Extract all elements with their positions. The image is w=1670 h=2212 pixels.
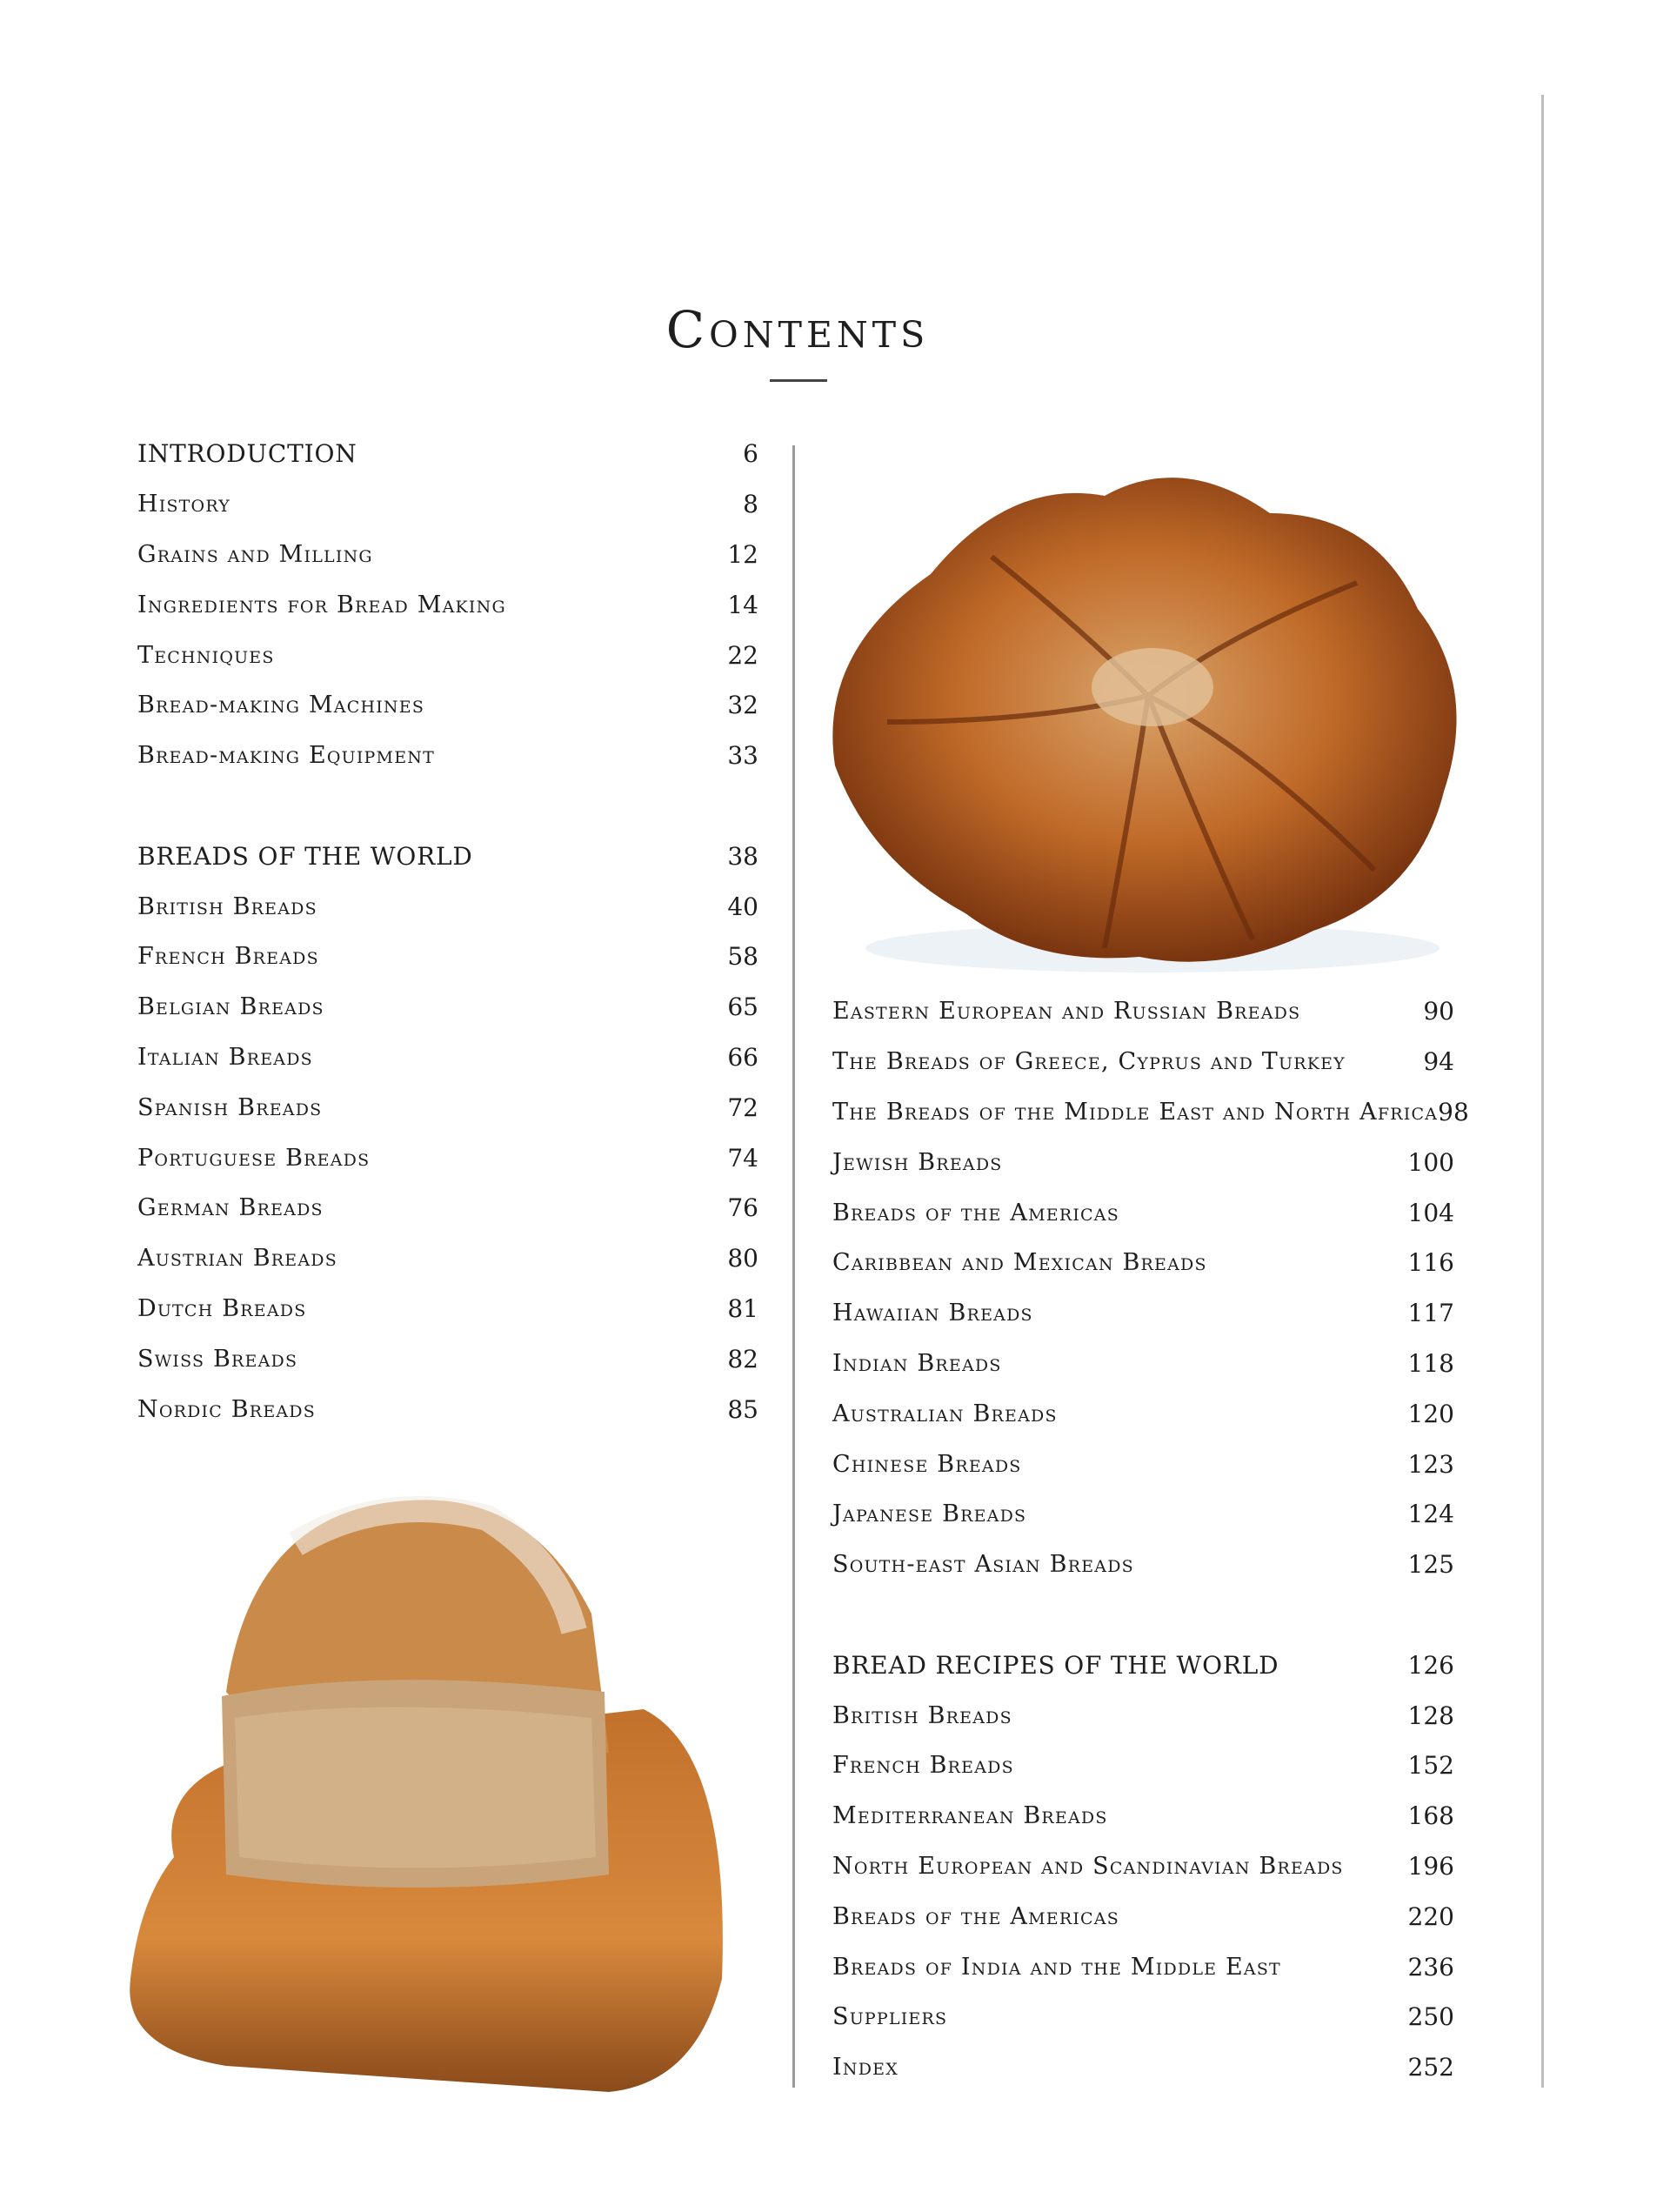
toc-page-number: 22 <box>727 640 758 670</box>
toc-section-heading[interactable] <box>137 831 758 881</box>
toc-page-number: 220 <box>1407 1901 1454 1931</box>
toc-entry[interactable] <box>137 530 758 580</box>
toc-entry-label: British Breads <box>137 892 317 920</box>
toc-entry-label: Indian Breads <box>832 1349 1002 1377</box>
toc-page-number: 76 <box>727 1193 758 1223</box>
toc-entry[interactable] <box>832 1841 1454 1892</box>
toc-entry[interactable] <box>832 1891 1454 1941</box>
toc-entry[interactable] <box>832 1187 1454 1238</box>
toc-entry-label: The Breads of Greece, Cyprus and Turkey <box>832 1048 1346 1076</box>
toc-entry[interactable] <box>137 630 758 680</box>
title-rule <box>770 379 827 382</box>
toc-page-number: 252 <box>1407 2053 1454 2082</box>
toc-page-number: 40 <box>727 892 758 921</box>
toc-entry-label: French Breads <box>137 943 319 971</box>
toc-page-number: 74 <box>727 1143 758 1173</box>
toc-entry-label: South-east Asian Breads <box>832 1551 1134 1579</box>
toc-entry[interactable] <box>137 1333 758 1384</box>
toc-page-number: 250 <box>1407 2002 1454 2032</box>
toc-entry-label: Nordic Breads <box>137 1395 316 1423</box>
column-divider <box>792 445 795 2088</box>
toc-entry-label: Eastern European and Russian Breads <box>832 998 1301 1026</box>
toc-entry-label: Swiss Breads <box>137 1345 298 1373</box>
toc-entry[interactable] <box>137 731 758 781</box>
toc-page-number: 12 <box>727 539 758 569</box>
toc-page-number: 118 <box>1407 1348 1454 1378</box>
toc-page-number: 90 <box>1423 997 1454 1026</box>
toc-entry-label: British Breads <box>832 1701 1012 1729</box>
toc-page-number: 82 <box>727 1344 758 1373</box>
sliced-loaf-image <box>122 1492 739 2101</box>
toc-entry-label: Grains and Milling <box>137 540 373 568</box>
toc-entry[interactable] <box>832 1690 1454 1741</box>
toc-entry-label: Breads of India and the Middle East <box>832 1953 1281 1981</box>
toc-entry-label: Mediterranean Breads <box>832 1802 1108 1830</box>
toc-page-number: 14 <box>727 590 758 619</box>
toc-page-number: 128 <box>1407 1701 1454 1730</box>
toc-entry-label: North European and Scandinavian Breads <box>832 1852 1344 1880</box>
toc-entry[interactable] <box>832 1741 1454 1791</box>
toc-entry-label: The Breads of the Middle East and North Africa <box>832 1098 1439 1126</box>
toc-entry-label: German Breads <box>137 1194 324 1222</box>
toc-page-number: 38 <box>727 841 758 871</box>
section-gap <box>832 1590 1454 1641</box>
toc-page-number: 6 <box>743 439 758 469</box>
toc-entry-label: BREAD RECIPES OF THE WORLD <box>832 1650 1279 1680</box>
toc-entry-label: Belgian Breads <box>137 993 324 1021</box>
toc-entry[interactable] <box>832 1992 1454 2042</box>
toc-entry-label: Breads of the Americas <box>832 1199 1119 1226</box>
toc-page-number: 33 <box>727 741 758 771</box>
toc-entry-label: Australian Breads <box>832 1400 1058 1427</box>
toc-page-number: 94 <box>1423 1047 1454 1077</box>
toc-entry[interactable] <box>137 1183 758 1233</box>
toc-page-number: 80 <box>727 1244 758 1273</box>
toc-page-number: 120 <box>1407 1399 1454 1428</box>
toc-entry-label: Caribbean and Mexican Breads <box>832 1249 1207 1277</box>
toc-entry-label: Bread-making Equipment <box>137 742 435 770</box>
toc-page-number: 126 <box>1407 1650 1454 1680</box>
toc-page-number: 168 <box>1407 1801 1454 1831</box>
toc-entry-label: Ingredients for Bread Making <box>137 591 506 618</box>
toc-section-heading[interactable] <box>832 1640 1454 1690</box>
toc-entry-label: Austrian Breads <box>137 1245 337 1273</box>
section-gap <box>137 781 758 832</box>
toc-entry[interactable] <box>137 932 758 982</box>
toc-entry-label: French Breads <box>832 1752 1014 1780</box>
toc-entry[interactable] <box>137 881 758 932</box>
toc-entry-label: Breads of the Americas <box>832 1902 1119 1930</box>
toc-page-number: 98 <box>1438 1097 1469 1126</box>
toc-entry-label: Jewish Breads <box>832 1148 1003 1176</box>
toc-entry[interactable] <box>832 1388 1454 1439</box>
toc-entry[interactable] <box>832 1339 1454 1389</box>
toc-entry[interactable] <box>832 2042 1454 2093</box>
toc-page-number: 72 <box>727 1093 758 1122</box>
toc-section-heading[interactable] <box>137 429 758 479</box>
toc-entry-label: Spanish Breads <box>137 1093 323 1121</box>
toc-page-number: 152 <box>1407 1751 1454 1781</box>
toc-page-number: 124 <box>1407 1500 1454 1529</box>
toc-page-number: 117 <box>1407 1299 1454 1328</box>
toc-entry[interactable] <box>137 1384 758 1434</box>
toc-entry[interactable] <box>137 479 758 530</box>
toc-entry-label: Italian Breads <box>137 1043 313 1071</box>
round-loaf-image <box>818 461 1487 983</box>
toc-page-number: 81 <box>727 1293 758 1323</box>
toc-page-number: 65 <box>727 992 758 1022</box>
toc-page-number: 85 <box>727 1394 758 1424</box>
toc-entry[interactable] <box>832 1238 1454 1288</box>
toc-entry-label: Hawaiian Breads <box>832 1300 1033 1327</box>
toc-entry[interactable] <box>137 680 758 731</box>
toc-entry[interactable] <box>137 1133 758 1183</box>
toc-page-number: 58 <box>727 942 758 972</box>
toc-entry-label: INTRODUCTION <box>137 439 357 469</box>
toc-entry[interactable] <box>832 1037 1454 1087</box>
toc-entry[interactable] <box>832 1941 1454 1992</box>
toc-page-number: 104 <box>1407 1198 1454 1227</box>
toc-entry[interactable] <box>137 579 758 630</box>
toc-page-number: 125 <box>1407 1550 1454 1580</box>
toc-entry[interactable] <box>832 1489 1454 1540</box>
toc-entry[interactable] <box>832 1137 1454 1187</box>
toc-page-number: 123 <box>1407 1449 1454 1479</box>
toc-entry-label: Japanese Breads <box>832 1500 1027 1528</box>
toc-left-column <box>137 429 758 1434</box>
toc-entry-label: Dutch Breads <box>137 1294 307 1322</box>
toc-page-number: 196 <box>1407 1851 1454 1881</box>
toc-page-number: 32 <box>727 691 758 720</box>
toc-entry-label: History <box>137 491 230 518</box>
toc-page-number: 8 <box>743 490 758 519</box>
toc-entry-label: Chinese Breads <box>832 1450 1022 1478</box>
toc-entry[interactable] <box>832 1791 1454 1841</box>
toc-page-number: 100 <box>1407 1147 1454 1177</box>
toc-entry[interactable] <box>832 986 1454 1037</box>
page-title: Contents <box>665 300 930 359</box>
toc-entry[interactable] <box>137 982 758 1032</box>
toc-page-number: 116 <box>1407 1248 1454 1278</box>
toc-entry-label: Portuguese Breads <box>137 1144 371 1172</box>
toc-entry[interactable] <box>832 1439 1454 1489</box>
toc-entry[interactable] <box>137 1082 758 1133</box>
toc-right-column <box>832 986 1469 2093</box>
toc-entry-label: Suppliers <box>832 2003 948 2031</box>
toc-entry[interactable] <box>832 1540 1454 1590</box>
toc-entry-label: BREADS OF THE WORLD <box>137 841 473 871</box>
toc-page-number: 66 <box>727 1042 758 1072</box>
toc-entry[interactable] <box>832 1288 1454 1339</box>
toc-entry-label: Bread-making Machines <box>137 692 425 719</box>
toc-entry[interactable] <box>832 1087 1469 1138</box>
toc-page-number: 236 <box>1407 1952 1454 1981</box>
toc-entry[interactable] <box>137 1284 758 1334</box>
toc-entry[interactable] <box>137 1233 758 1284</box>
toc-entry[interactable] <box>137 1032 758 1083</box>
page-edge-line <box>1541 95 1544 2088</box>
toc-entry-label: Index <box>832 2054 898 2082</box>
toc-entry-label: Techniques <box>137 641 275 669</box>
